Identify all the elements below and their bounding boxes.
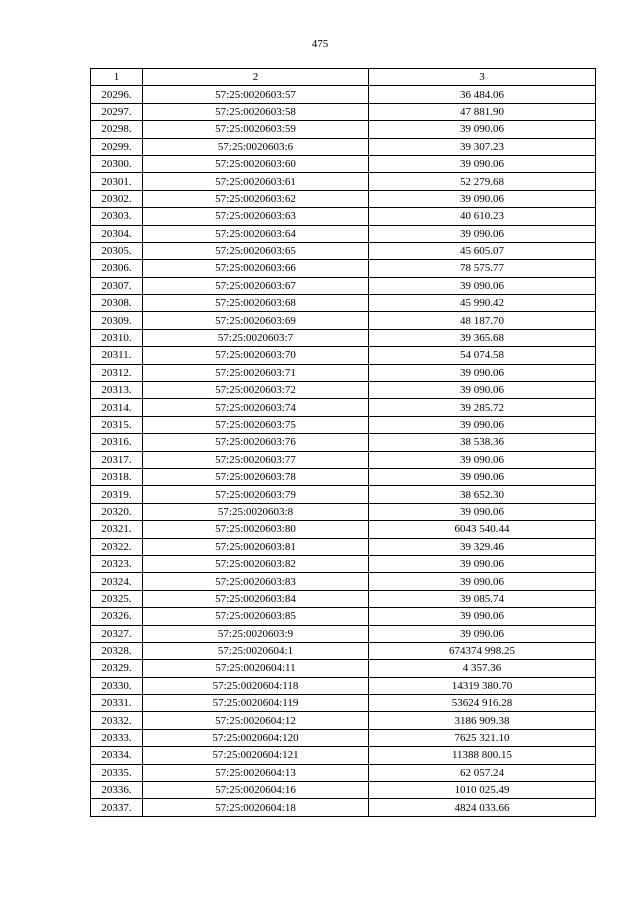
- cadastral-number-cell: 57:25:0020603:67: [143, 277, 369, 294]
- table-row: [91, 747, 596, 764]
- row-number-cell: 20297.: [91, 103, 143, 120]
- value-cell: 11388 800.15: [369, 747, 596, 764]
- cadastral-number-cell: 57:25:0020603:6: [143, 138, 369, 155]
- value-cell: 38 538.36: [369, 434, 596, 451]
- cadastral-number-cell: 57:25:0020603:76: [143, 434, 369, 451]
- row-number-cell: 20300.: [91, 155, 143, 172]
- row-number-cell: 20316.: [91, 434, 143, 451]
- table-row: [91, 86, 596, 103]
- value-cell: 39 090.06: [369, 364, 596, 381]
- row-number-cell: 20336.: [91, 782, 143, 799]
- value-cell: 39 090.06: [369, 625, 596, 642]
- table-row: [91, 190, 596, 207]
- row-number-cell: 20308.: [91, 295, 143, 312]
- table-row: [91, 677, 596, 694]
- row-number-cell: 20327.: [91, 625, 143, 642]
- table-row: [91, 155, 596, 172]
- value-cell: 4 357.36: [369, 660, 596, 677]
- row-number-cell: 20332.: [91, 712, 143, 729]
- table-row: [91, 521, 596, 538]
- table-row: [91, 434, 596, 451]
- value-cell: 54 074.58: [369, 347, 596, 364]
- cadastral-number-cell: 57:25:0020604:11: [143, 660, 369, 677]
- cadastral-number-cell: 57:25:0020603:78: [143, 468, 369, 485]
- value-cell: 39 090.06: [369, 382, 596, 399]
- cadastral-number-cell: 57:25:0020603:84: [143, 590, 369, 607]
- cadastral-number-cell: 57:25:0020603:65: [143, 242, 369, 259]
- cadastral-number-cell: 57:25:0020603:59: [143, 121, 369, 138]
- table-row: [91, 173, 596, 190]
- table-row: [91, 590, 596, 607]
- cadastral-number-cell: 57:25:0020603:83: [143, 573, 369, 590]
- value-cell: 45 605.07: [369, 242, 596, 259]
- cadastral-number-cell: 57:25:0020604:12: [143, 712, 369, 729]
- value-cell: 53624 916.28: [369, 695, 596, 712]
- row-number-cell: 20304.: [91, 225, 143, 242]
- value-cell: 36 484.06: [369, 86, 596, 103]
- table-row: [91, 138, 596, 155]
- table-row: [91, 555, 596, 572]
- value-cell: 39 090.06: [369, 503, 596, 520]
- cadastral-number-cell: 57:25:0020603:58: [143, 103, 369, 120]
- row-number-cell: 20325.: [91, 590, 143, 607]
- row-number-cell: 20331.: [91, 695, 143, 712]
- row-number-cell: 20326.: [91, 608, 143, 625]
- table-row: [91, 260, 596, 277]
- row-number-cell: 20319.: [91, 486, 143, 503]
- row-number-cell: 20329.: [91, 660, 143, 677]
- table-row: [91, 503, 596, 520]
- row-number-cell: 20337.: [91, 799, 143, 816]
- row-number-cell: 20307.: [91, 277, 143, 294]
- table-row: [91, 729, 596, 746]
- row-number-cell: 20313.: [91, 382, 143, 399]
- value-cell: 674374 998.25: [369, 642, 596, 659]
- value-cell: 52 279.68: [369, 173, 596, 190]
- cadastral-number-cell: 57:25:0020603:7: [143, 329, 369, 346]
- column-header-1: 1: [91, 69, 143, 86]
- cadastral-number-cell: 57:25:0020603:64: [143, 225, 369, 242]
- row-number-cell: 20318.: [91, 468, 143, 485]
- table-row: [91, 468, 596, 485]
- value-cell: 39 090.06: [369, 121, 596, 138]
- cadastral-number-cell: 57:25:0020603:8: [143, 503, 369, 520]
- table-row: [91, 312, 596, 329]
- cadastral-number-cell: 57:25:0020604:121: [143, 747, 369, 764]
- cadastral-number-cell: 57:25:0020603:68: [143, 295, 369, 312]
- row-number-cell: 20298.: [91, 121, 143, 138]
- table-row: [91, 399, 596, 416]
- table-row: [91, 121, 596, 138]
- cadastral-number-cell: 57:25:0020604:1: [143, 642, 369, 659]
- row-number-cell: 20320.: [91, 503, 143, 520]
- table-row: [91, 660, 596, 677]
- value-cell: 39 090.06: [369, 555, 596, 572]
- row-number-cell: 20301.: [91, 173, 143, 190]
- value-cell: 14319 380.70: [369, 677, 596, 694]
- value-cell: 48 187.70: [369, 312, 596, 329]
- value-cell: 62 057.24: [369, 764, 596, 781]
- value-cell: 39 090.06: [369, 155, 596, 172]
- value-cell: 39 090.06: [369, 277, 596, 294]
- table-row: [91, 242, 596, 259]
- page-number: 475: [311, 38, 329, 50]
- value-cell: 39 329.46: [369, 538, 596, 555]
- value-cell: 38 652.30: [369, 486, 596, 503]
- table-row: [91, 225, 596, 242]
- table-row: [91, 364, 596, 381]
- table-row: [91, 573, 596, 590]
- row-number-cell: 20310.: [91, 329, 143, 346]
- table-row: [91, 695, 596, 712]
- row-number-cell: 20314.: [91, 399, 143, 416]
- cadastral-number-cell: 57:25:0020603:69: [143, 312, 369, 329]
- row-number-cell: 20315.: [91, 416, 143, 433]
- row-number-cell: 20303.: [91, 208, 143, 225]
- row-number-cell: 20296.: [91, 86, 143, 103]
- row-number-cell: 20322.: [91, 538, 143, 555]
- row-number-cell: 20302.: [91, 190, 143, 207]
- data-table: [90, 68, 596, 817]
- cadastral-number-cell: 57:25:0020603:57: [143, 86, 369, 103]
- cadastral-number-cell: 57:25:0020603:72: [143, 382, 369, 399]
- cadastral-number-cell: 57:25:0020604:16: [143, 782, 369, 799]
- row-number-cell: 20306.: [91, 260, 143, 277]
- cadastral-number-cell: 57:25:0020603:62: [143, 190, 369, 207]
- column-header-2: 2: [143, 69, 369, 86]
- value-cell: 39 090.06: [369, 225, 596, 242]
- row-number-cell: 20311.: [91, 347, 143, 364]
- cadastral-number-cell: 57:25:0020604:118: [143, 677, 369, 694]
- cadastral-number-cell: 57:25:0020603:74: [143, 399, 369, 416]
- cadastral-number-cell: 57:25:0020603:66: [143, 260, 369, 277]
- value-cell: 39 090.06: [369, 468, 596, 485]
- row-number-cell: 20323.: [91, 555, 143, 572]
- cadastral-number-cell: 57:25:0020603:85: [143, 608, 369, 625]
- value-cell: 39 285.72: [369, 399, 596, 416]
- value-cell: 39 365.68: [369, 329, 596, 346]
- value-cell: 6043 540.44: [369, 521, 596, 538]
- row-number-cell: 20309.: [91, 312, 143, 329]
- table-row: [91, 712, 596, 729]
- table-row: [91, 347, 596, 364]
- cadastral-number-cell: 57:25:0020603:63: [143, 208, 369, 225]
- value-cell: 7625 321.10: [369, 729, 596, 746]
- cadastral-number-cell: 57:25:0020603:70: [143, 347, 369, 364]
- table-row: [91, 538, 596, 555]
- table-row: [91, 329, 596, 346]
- value-cell: 39 090.06: [369, 190, 596, 207]
- value-cell: 47 881.90: [369, 103, 596, 120]
- cadastral-number-cell: 57:25:0020603:82: [143, 555, 369, 572]
- cadastral-number-cell: 57:25:0020603:61: [143, 173, 369, 190]
- row-number-cell: 20312.: [91, 364, 143, 381]
- table-row: [91, 208, 596, 225]
- row-number-cell: 20333.: [91, 729, 143, 746]
- table-row: [91, 486, 596, 503]
- cadastral-number-cell: 57:25:0020604:119: [143, 695, 369, 712]
- table-header-row: [91, 69, 596, 86]
- value-cell: 1010 025.49: [369, 782, 596, 799]
- value-cell: 39 090.06: [369, 416, 596, 433]
- value-cell: 39 090.06: [369, 573, 596, 590]
- row-number-cell: 20299.: [91, 138, 143, 155]
- row-number-cell: 20335.: [91, 764, 143, 781]
- column-header-3: 3: [369, 69, 596, 86]
- row-number-cell: 20317.: [91, 451, 143, 468]
- table-row: [91, 451, 596, 468]
- row-number-cell: 20321.: [91, 521, 143, 538]
- value-cell: 4824 033.66: [369, 799, 596, 816]
- cadastral-number-cell: 57:25:0020604:13: [143, 764, 369, 781]
- value-cell: 39 090.06: [369, 608, 596, 625]
- table-row: [91, 295, 596, 312]
- value-cell: 45 990.42: [369, 295, 596, 312]
- row-number-cell: 20328.: [91, 642, 143, 659]
- value-cell: 40 610.23: [369, 208, 596, 225]
- cadastral-number-cell: 57:25:0020603:79: [143, 486, 369, 503]
- table-row: [91, 277, 596, 294]
- table-row: [91, 382, 596, 399]
- cadastral-number-cell: 57:25:0020604:18: [143, 799, 369, 816]
- cadastral-number-cell: 57:25:0020603:9: [143, 625, 369, 642]
- table-body: [91, 86, 596, 816]
- table-row: [91, 103, 596, 120]
- row-number-cell: 20305.: [91, 242, 143, 259]
- cadastral-number-cell: 57:25:0020604:120: [143, 729, 369, 746]
- cadastral-number-cell: 57:25:0020603:71: [143, 364, 369, 381]
- cadastral-number-cell: 57:25:0020603:81: [143, 538, 369, 555]
- table-row: [91, 416, 596, 433]
- table-row: [91, 642, 596, 659]
- row-number-cell: 20324.: [91, 573, 143, 590]
- table-row: [91, 799, 596, 816]
- value-cell: 39 307.23: [369, 138, 596, 155]
- cadastral-number-cell: 57:25:0020603:60: [143, 155, 369, 172]
- value-cell: 78 575.77: [369, 260, 596, 277]
- row-number-cell: 20334.: [91, 747, 143, 764]
- table-row: [91, 764, 596, 781]
- table-row: [91, 625, 596, 642]
- cadastral-number-cell: 57:25:0020603:77: [143, 451, 369, 468]
- table-row: [91, 782, 596, 799]
- row-number-cell: 20330.: [91, 677, 143, 694]
- value-cell: 3186 909.38: [369, 712, 596, 729]
- cadastral-number-cell: 57:25:0020603:75: [143, 416, 369, 433]
- value-cell: 39 085.74: [369, 590, 596, 607]
- value-cell: 39 090.06: [369, 451, 596, 468]
- table-row: [91, 608, 596, 625]
- cadastral-number-cell: 57:25:0020603:80: [143, 521, 369, 538]
